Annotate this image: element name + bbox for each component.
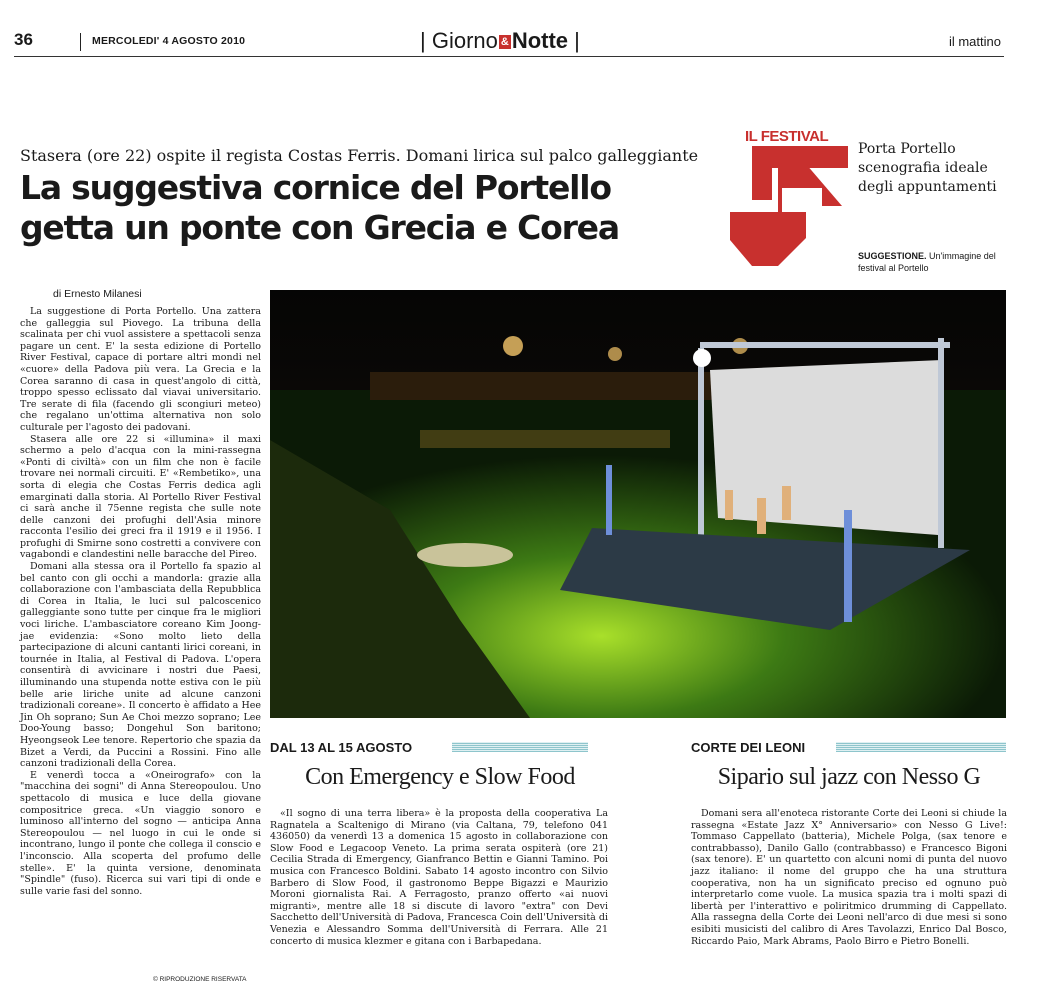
festival-label: IL FESTIVAL: [745, 128, 829, 145]
kicker-bar: [836, 742, 1006, 752]
festival-logo-icon: [730, 128, 848, 266]
emergency-paragraph: «Il sogno di una terra libera» è la proposta della cooperativa La Ragnatela a Scaltenigo di Mirano (via Caltana, 79, telefono 041 436050) da venerdì 13 a domenica 15 agosto in collaborazione con Slow Food e Legacoop Veneto. La prima serata ospiterà (ore 21) Cecilia Strada di Emergency, Gianfranco Bettin e Gianni Tamino. Poi musica con Francesco Boldini. Sabato 14 agosto incontro con Silvio Barbero di Slow Food, il gastronomo Beppe Bigazzi e Maurizio Moroni giornalista Rai. A Ferragosto, pranzo offerto «ai nuovi migranti», mentre alle 18 si discute di lavoro "extra" con Devi Sacchetto dell'Università di Padova, Francesca Coin dell'Università di Venezia e Alessandro Somma dell'Università di Ferrara. Alle 21 concerto di musica klezmer e gitana con i Barbapedana.: [270, 808, 608, 947]
article-body: [20, 306, 261, 897]
caption-text: Un'immagine del festival al Portello: [858, 251, 996, 273]
article-kicker: Stasera (ore 22) ospite il regista Costas Ferris. Domani lirica sul palco galleggiante: [20, 146, 699, 165]
emergency-kicker: DAL 13 AL 15 AGOSTO: [270, 740, 413, 755]
leoni-title: Sipario sul jazz con Nesso G: [717, 764, 981, 790]
page-number: 36: [14, 30, 33, 49]
article-paragraph: Domani alla stessa ora il Portello fa spazio al bel canto con gli occhi a mandorla: grazie alla collaborazione con l'ambasciata della Repubblica di Corea in Italia, le luci sul palcoscenico galleggiante sono tutte per cinque fra le migliori voci liriche. L'ambasciatore coreano Kim Joong-jae evidenzia: «Sono molto lieto della partecipazione di alcuni cantanti lirici coreani, in tournée in Italia, al Festival di Padova. L'opera consentirà di avvicinare i nostri due Paesi, illuminando una stupenda notte estiva con le più belle arie liriche unite ad alcune canzoni tradizionali coreane». Il concerto è affidato a Hee Jin Oh soprano; Sun Ae Choi mezzo soprano; Lee Doo-Young basso; Dongehul Son baritono; Hyeongseok Lee tenore. Repertorio che spazia da Bizet a Verdi, da Puccini a Rossini. Fino alle canzoni tradizionali della Corea.: [20, 561, 261, 770]
article-paragraph: La suggestione di Porta Portello. Una zattera che galleggia sul Piovego. La tribuna della scalinata per chi vuol assistere a spettacoli senza pagare un cent. E' la sesta edizione di Portello River Festival, capace di portare altri mondi nel «cuore» della Padova più vera. La Grecia e la Corea saranno di casa in quest'angolo di città, troppo spesso eclissato dal viavai universitario. Tre serate di fila (facendo gli scongiuri meteo) che regalano un'ottima alternativa non solo culturale per l'agosto dei padovani.: [20, 306, 261, 433]
article-byline: di Ernesto Milanesi: [53, 288, 142, 300]
section-ampersand: &: [500, 36, 509, 48]
article-paragraph: Stasera alle ore 22 si «illumina» il maxi schermo a pelo d'acqua con la mini-rassegna «Ponti di civiltà» con un film che non è facile trovare nei normali circuiti. E' «Rembetiko», una sorta di elegia che Costas Ferris dedica agli emarginati dalla storia. Al Portello River Festival ci sarà anche il 75enne regista che sulle note delle canzoni dei profughi dell'Asia minore racconta l'esilio dei greci fra il 1919 e il 1956. I profughi di Smirne sono costretti a convivere con vagabondi e clandestini nelle baracche del Pireo.: [20, 433, 261, 561]
masthead-rule: [14, 56, 1004, 57]
article-headline: [20, 168, 640, 248]
copyright-note: © RIPRODUZIONE RISERVATA: [153, 976, 247, 983]
newspaper-name: il mattino: [948, 34, 1001, 49]
emergency-body: [270, 808, 608, 947]
caption-lead: SUGGESTIONE.: [858, 251, 927, 261]
leoni-kicker: CORTE DEI LEONI: [691, 740, 806, 755]
section-title: | Giorno & Notte |: [420, 28, 580, 53]
leoni-body: [691, 808, 1007, 947]
festival-photo: [270, 290, 1006, 718]
photo-caption: [858, 250, 1008, 274]
kicker-bar: [452, 742, 588, 752]
leoni-paragraph: Domani sera all'enoteca ristorante Corte dei Leoni si chiude la rassegna «Estate Jazz X° Anniversario» con Nesso G Live!: Tommaso Cappellato (batteria), Michele Polga, (sax tenore e contrabbasso), Danilo Gallo (contrabbasso) e Francesco Bigoni (sax tenore). E' un quartetto con alcuni nomi di punta del nuovo jazz italiano: il nome del gruppo che ha una struttura cooperativa, non ha un significato preciso ed ognuno può interpretarlo come vuole. La musica spazia tra i molti spazi di libertà per l'interattivo e poliritmico drumming di Cappellato. Alla rassegna della Corte dei Leoni nell'arco di due mesi si sono esibiti musicisti del calibro di Ares Tavolazzi, Enrico Dal Bosco, Riccardo Paio, Mark Abrams, Paolo Birro e Pietro Bonelli.: [691, 808, 1007, 947]
emergency-title: Con Emergency e Slow Food: [305, 764, 575, 790]
section-title-right: Notte: [511, 28, 569, 53]
section-title-left: Giorno: [431, 28, 498, 53]
headline-line-2: getta un ponte con Grecia e Corea: [20, 208, 619, 247]
article-paragraph: E venerdì tocca a «Oneirografo» con la "macchina dei sogni" di Anna Stereopoulou. Uno spettacolo di musica e luce della giovane compositrice greca. «Un viaggio sonoro e luminoso all'interno del sogno — anticipa Anna Stereopoulou — nel luogo in cui le onde si incontrano, lungo il ponte che collega il conscio e l'inconscio. Alla scoperta del profumo delle stelle». E' la quinta versione, denominata "Spindle" (fuso). Ricerca sui vari tipi di onde e sulle varie fasi del sonno.: [20, 769, 261, 897]
masthead-divider: [80, 33, 81, 51]
sidebar-text: Porta Portello scenografia ideale degli appuntamenti: [858, 141, 997, 195]
issue-date: MERCOLEDI' 4 AGOSTO 2010: [92, 35, 246, 47]
headline-line-1: La suggestiva cornice del Portello: [20, 168, 611, 207]
